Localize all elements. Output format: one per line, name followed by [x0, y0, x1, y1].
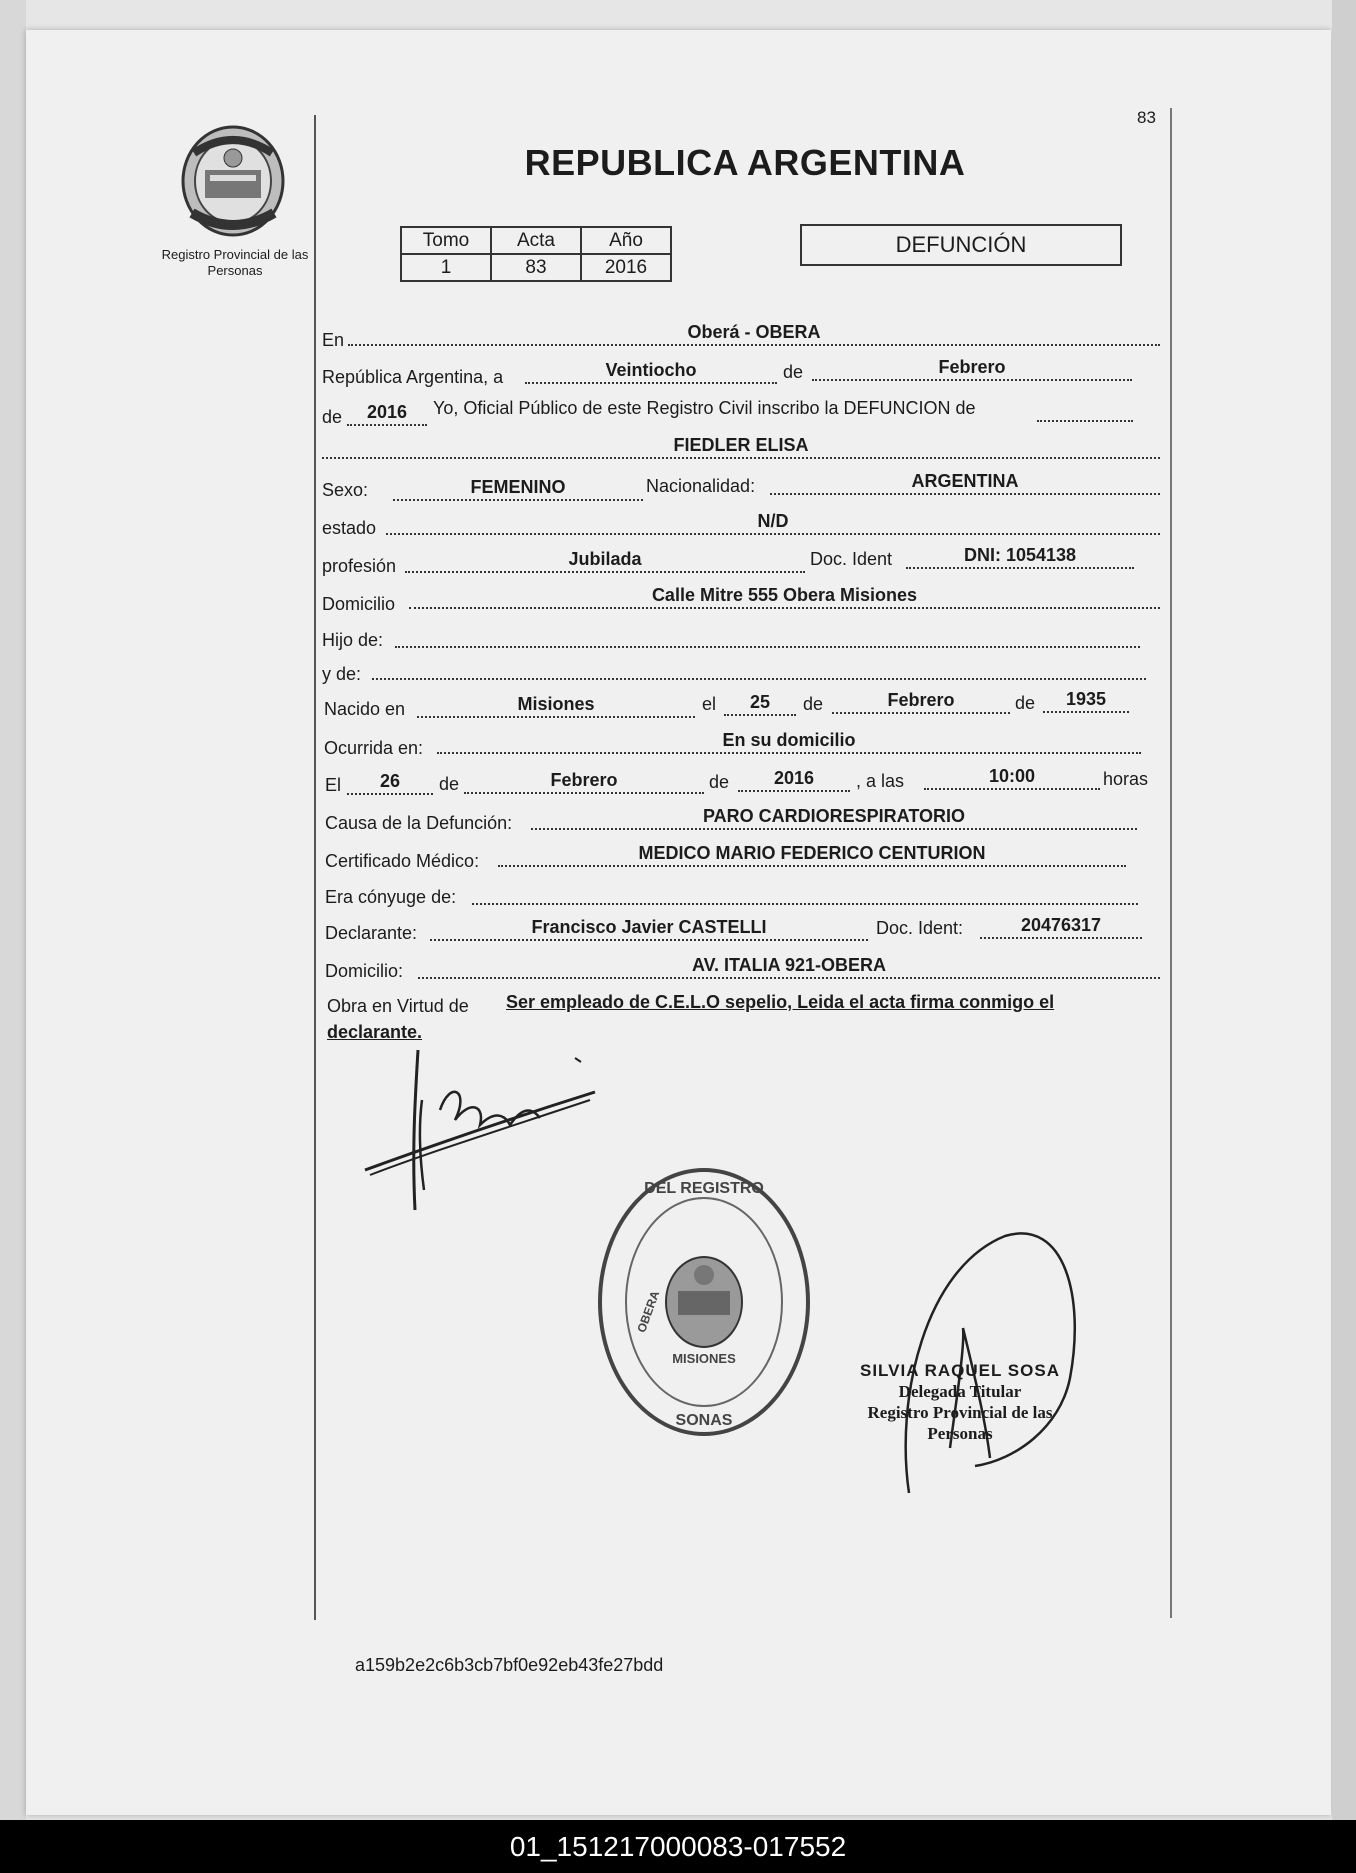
- label-el-cap: El: [325, 775, 342, 795]
- table-value-tomo: 1: [401, 254, 491, 281]
- field-doc-ident: DNI: 1054138: [906, 545, 1134, 569]
- label-obra-en-virtud: Obra en Virtud de: [327, 996, 469, 1016]
- label-domicilio-declarante: Domicilio:: [325, 961, 404, 981]
- field-anio-registro: 2016: [347, 402, 427, 426]
- page-edge-left: [0, 0, 26, 1820]
- label-de-4: de: [1015, 693, 1036, 713]
- label-el: el: [702, 694, 717, 714]
- label-nacionalidad: Nacionalidad:: [646, 476, 756, 496]
- field-certificado: MEDICO MARIO FEDERICO CENTURION: [498, 843, 1126, 867]
- registry-table: [400, 226, 672, 282]
- table-header-tomo: Tomo: [401, 227, 491, 254]
- label-yo-oficial: Yo, Oficial Público de este Registro Civil inscribo la DEFUNCION de: [433, 398, 976, 418]
- delegate-block: [840, 1360, 1080, 1444]
- field-nacido-en: Misiones: [417, 694, 695, 718]
- field-conyuge: [472, 881, 1138, 905]
- label-doc-ident-declarante: Doc. Ident:: [876, 918, 964, 938]
- svg-text:OBERA: OBERA: [634, 1288, 663, 1335]
- label-causa: Causa de la Defunción:: [325, 813, 513, 833]
- label-domicilio: Domicilio: [322, 594, 396, 614]
- table-header-acta: Acta: [491, 227, 581, 254]
- delegate-name: SILVIA RAQUEL SOSA: [860, 1361, 1060, 1380]
- footer-id: 01_151217000083-017552: [509, 1830, 847, 1862]
- field-def-dia: 26: [347, 771, 433, 795]
- label-doc-ident: Doc. Ident: [810, 549, 893, 569]
- registry-label: Registro Provincial de las Personas: [161, 247, 309, 278]
- field-declarante: Francisco Javier CASTELLI: [430, 917, 868, 941]
- field-nacido-dia: 25: [724, 692, 796, 716]
- svg-text:DEL REGISTRO: DEL REGISTRO: [644, 1180, 764, 1197]
- field-def-mes: Febrero: [464, 770, 704, 794]
- label-de-6: de: [709, 772, 730, 792]
- field-y-de: [372, 656, 1146, 680]
- table-value-acta: 83: [491, 254, 581, 281]
- field-estado: N/D: [386, 511, 1160, 535]
- label-de-1: de: [783, 362, 804, 382]
- svg-text:SONAS: SONAS: [675, 1412, 733, 1429]
- field-lugar: Oberá - OBERA: [348, 322, 1160, 346]
- margin-line-left: [314, 115, 316, 1620]
- label-y-de: y de:: [322, 664, 362, 684]
- document-title: REPUBLICA ARGENTINA: [524, 142, 966, 183]
- page-edge-right: [1332, 0, 1356, 1820]
- label-declarante: Declarante:: [325, 923, 418, 943]
- document-hash: a159b2e2c6b3cb7bf0e92eb43fe27bdd: [355, 1655, 664, 1675]
- footer-id-bar: [0, 1820, 1356, 1873]
- field-declarante-doc: 20476317: [980, 915, 1142, 939]
- field-profesion: Jubilada: [405, 549, 805, 573]
- field-nombre: FIEDLER ELISA: [322, 435, 1160, 459]
- field-obra-line2: declarante.: [327, 1022, 423, 1042]
- provincial-seal-icon: [180, 125, 286, 237]
- delegate-office: Registro Provincial de las Personas: [867, 1403, 1053, 1443]
- field-def-anio: 2016: [738, 768, 850, 792]
- label-en: En: [322, 330, 345, 350]
- label-conyuge: Era cónyuge de:: [325, 887, 457, 907]
- table-value-anio: 2016: [581, 254, 671, 281]
- field-declarante-domicilio: AV. ITALIA 921-OBERA: [418, 955, 1160, 979]
- field-nacido-mes: Febrero: [832, 690, 1010, 714]
- field-domicilio: Calle Mitre 555 Obera Misiones: [409, 585, 1160, 609]
- field-sexo: FEMENINO: [393, 477, 643, 501]
- field-hijo-de: [395, 624, 1140, 648]
- label-de-5: de: [439, 774, 460, 794]
- document-type-box: DEFUNCIÓN: [800, 224, 1122, 266]
- field-mes-registro: Febrero: [812, 357, 1132, 381]
- delegate-role: Delegada Titular: [898, 1382, 1022, 1401]
- field-ocurrida-en: En su domicilio: [437, 730, 1141, 754]
- declarant-signature-icon: [360, 1040, 600, 1220]
- label-profesion: profesión: [322, 556, 397, 576]
- field-blank-after-de: [1037, 398, 1133, 422]
- label-a-las: , a las: [856, 771, 905, 791]
- field-nacido-anio: 1935: [1043, 689, 1129, 713]
- field-causa: PARO CARDIORESPIRATORIO: [531, 806, 1137, 830]
- label-sexo: Sexo:: [322, 480, 369, 500]
- label-de-3: de: [803, 694, 824, 714]
- official-stamp-icon: [594, 1163, 814, 1441]
- label-de-2: de: [322, 407, 343, 427]
- page-number: 83: [1137, 108, 1156, 127]
- label-republica: República Argentina, a: [322, 367, 504, 387]
- svg-text:MISIONES: MISIONES: [672, 1351, 736, 1366]
- label-nacido-en: Nacido en: [324, 699, 406, 719]
- field-dia-registro: Veintiocho: [525, 360, 777, 384]
- label-estado: estado: [322, 518, 377, 538]
- label-horas: horas: [1103, 769, 1149, 789]
- field-nacionalidad: ARGENTINA: [770, 471, 1160, 495]
- field-def-hora: 10:00: [924, 766, 1100, 790]
- table-header-anio: Año: [581, 227, 671, 254]
- margin-line-right: [1170, 108, 1172, 1618]
- field-obra-line1: Ser empleado de C.E.L.O sepelio, Leida el acta firma conmigo el: [506, 992, 1055, 1012]
- label-hijo-de: Hijo de:: [322, 630, 384, 650]
- label-certificado: Certificado Médico:: [325, 851, 480, 871]
- label-ocurrida-en: Ocurrida en:: [324, 738, 424, 758]
